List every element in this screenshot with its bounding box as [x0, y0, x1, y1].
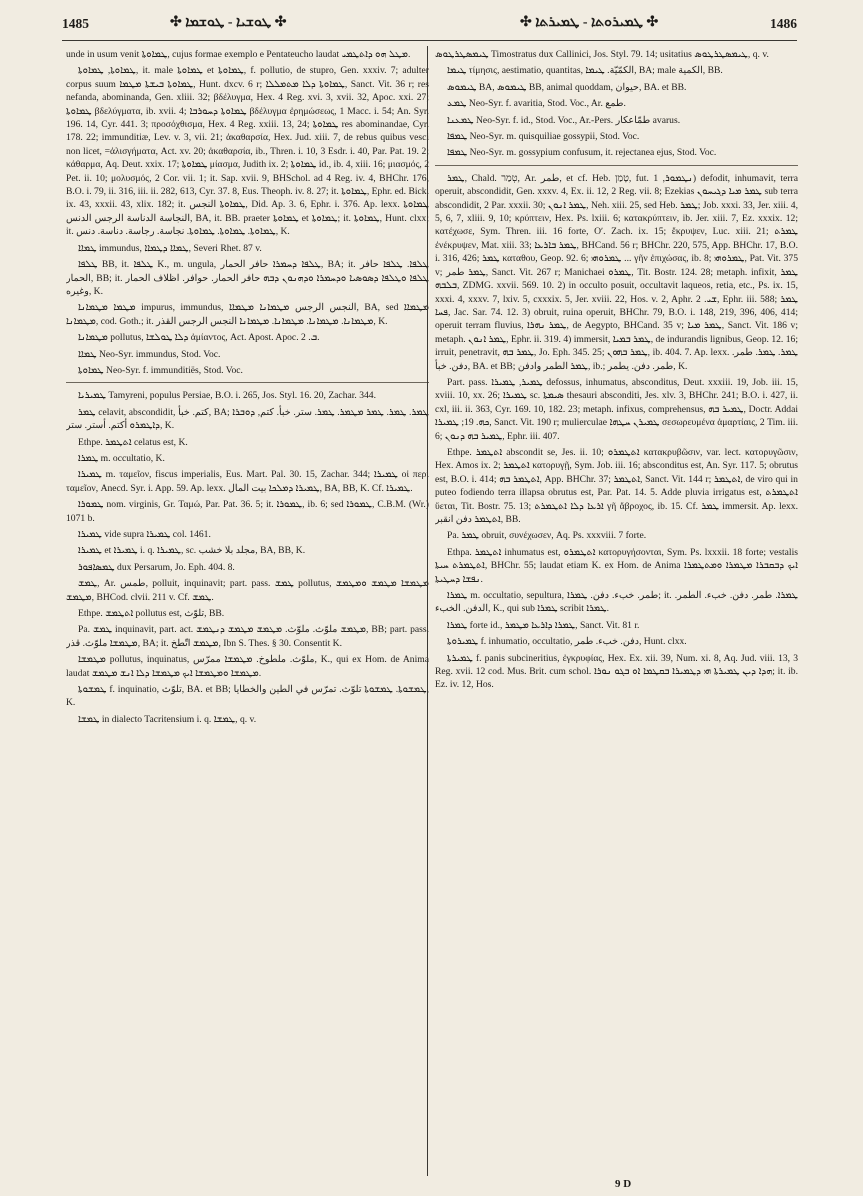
- dictionary-entry: ܛܡܝܪܘܬܐ f. inhumatio, occultatio, ‮دفن. خبء. طمر‬, Hunt. clxx.: [447, 636, 687, 648]
- dictionary-entry: ܛܡܝܪܝܐ Tamyreni, populus Persiae, B.O. i. 265, Jos. Styl. 16. 20, Zachar. 344.: [78, 390, 376, 402]
- entry-separator: [66, 382, 429, 383]
- dictionary-entry: ܛܡܥ Neo-Syr. f. avaritia, Stod. Voc., Ar. ‮طمع‬.: [447, 98, 626, 110]
- dictionary-entry: ܡܛܡܐ ܡܛܡܐܢܐ impurus, immundus, ‮النجس الرجس‬ ܡܛܡܐܢܐ ܡܛܡܐܐ, BA, sed ܡܛܡܐܐ ܡܛܡܐܢܐ, cod. Goth.; it. ܡܛܡܐܢܐ. ܡܛܡܐܢܐ. ܡܛܡܐܢܐ. ܡܛܡܐܢܐ ‮النجس الرجس‬ ‮القذر‬, K.: [66, 302, 429, 327]
- dictionary-entry: ܛܡܪܐ m. occultatio, K.: [78, 452, 165, 464]
- dictionary-entry: ܛܡܝܪܐ et ܛܡܝܪܐ i. q. ܛܡܝܪܐ, sc. ‮مجلد بلا خشب‬, BA, BB, K.: [78, 545, 306, 557]
- dictionary-entry: Pa. ܛܡܪ obruit, συνέχωσεν, Aq. Ps. xxxviii. 7 forte.: [447, 530, 647, 542]
- dictionary-entry: ܛܡܪ, Chald. טְמַר, Ar. ‮طمر‬, et cf. Heb. טָמַן, fut. ܢܛܡܘܪ, 1) defodit, inhumavit, terra operuit, abscondidit, Gen. xxxv. 4, Ex. ii. 12, 2 Reg. vii. 8; Ezekias ܛܡܪ ܡܝܐ ܕܓܝܚܘܢ sub terra abscondidit, 2 Par. xxxii. 30; ܛܡܪ ܐܢܘܢ, Neh. xiii. 25, sed Heb. ܛܡܪ; Job. xxxi. 33, Jer. xiii. 4, 5, 6, 7, xliii. 9, 10; κρύπτειν, Hex. Ps. lxiii. 6; κατακρύπτειν, ib. Jer. xiii. 7, Ez. xxxix. 12; κατέχωσε, Sym. Thren. iii. 16 forte, Oʹ. Zach. ix. 15; ἔκρυψεν, Luc. xiii. 21; ܛܡܪܬ ἐνέκρυψεν, Mat. xiii. 33; ܛܡܪ ܒܐܪܥܐ, BHCand. 56 r; BHChr. 220, 575, App. BHChr. 17, B.O. i. 316, 426; ܛܡܪ καταθου, Geop. 92. 6; ܛܡܪܘܗܝ ... γῆν ἐπιχώσας, ib. 8; ܛܡܪܘܗܝ, Pat. Vit. 375 v; ܛܡܪ ‮طمر‬, Sanct. Vit. 267 r; Manichaei ܛܡܪܘ, Tit. Bostr. 124. 28; metaph. infixit, ܛܡܪ ܒܠܒܗ, ZDMG. xxvii. 569. 10. 2) in occulto posuit, occultavit laqueos, retia, etc., Ps. ix. 15, xxxi. 4, xxxv. 7, lxiv. 5, cxxxix. 5, Jer. xviii. 22, Hos. v. 2, Aphr. ܫܝ. 2, Ephr. iii. 588; ܛܡܪ ܦܚܐ, Jac. Sar. 74. 12. 3) obruit, ruina operuit, BHChr. 79, B.O. i. 148, 219, 396, 406, 414; operuit terram fluvius, ܛܡܪ ܢܗܪܐ, de Aegypto, BHCand. 35 v; ܛܡܪ ܡܝܐ, Sanct. Vit. 186 v; metaph. ܛܡܪ ܐܢܘܢ, Ephr. ii. 319. 4) immersit, ܛܡܪ ܒܡܝܐ, de indurandis lignibus, Geop. 12. 16; irruit, penetravit, ܛܡܪ ܒܗ, Jo. Eph. 345. 25; ܛܡܪ ܒܗܘܢ, ib. 404. 7. Ap. lexx. ܛܡܪ. ܛܡܪ. ‮طمر. دفن. خبأ‬, BA. et BB; ܛܡܪ ‮الطمر وادفن‬, ib.; ‮طمر. دفن. يطمر‬, K.: [435, 172, 798, 372]
- dictionary-entry: ܡܛܡܫܐ pollutus, inquinatus, ‮ملوّث. ملطوخ‬. ܡܛܡܫܐ ‮ممرّس‬, K., qui ex Hom. de Anima laudat ܡܛܡܫܐ ܘܡܛܡܫܐ ܐܝܟ ܡܛܡܫܐ ܕܠܐ ܐܢܫ ܡܛܡܫ.: [66, 654, 429, 679]
- running-head-right: ✣ ܛܡܝܪܘܬܐ - ܛܡܝܪܬܐ ✣: [520, 15, 659, 30]
- dictionary-entry: Ethpe. ܐܬܛܡܪ abscondit se, Jes. ii. 10; ܐܬܛܡܪܘ κατακρυβῶσιν, var. lect. κατορυγῶσιν, Hex. Amos ix. 2; ܐܬܛܡܪ κατορυγῇ, Sym. Job. iii. 16; absconditus est, An. Syr. 117. 5; obrutus est, B.O. i. 414; ܐܬܛܡܪ ܒܗ, App. BHChr. 37; ܐܬܛܡܪ, Sanct. Vit. 144 r; ܐܬܛܡܪ, de viro qui in puteo fodiendo terra illapsa obrutus est, Par. Pat. 14. 5. Adde pluvia irrigatus est, ܐܬܛܡܪܬ ὕεται, Tit. Bostr. 75. 13; ܐܪܥܐ ܕܠܐ ܐܬܛܡܪܬ γῆ ἄβροχος, ib. 15. Cf. ܛܡܪ immersit. Ap. lexx. ܐܬܛܡܪ ‮دفن انقبر‬, BB.: [435, 446, 798, 525]
- signature-mark: 9 D: [615, 1178, 632, 1190]
- dictionary-entry: ܛܡܥܢܐ Neo-Syr. f. id., Stod. Voc., Ar.-Pers. ‮طمّاعكار‬ avarus.: [447, 114, 681, 126]
- dictionary-entry: ܛܠܦܐ BB, it. ܛܠܦܐ K., m. ungula, ܛܠܦܐ ܕܚܡܪܐ ‮حافر الحمار‬, BA; it. ܛܠܦܐ. ܛܠܦܐ ‮حافر الحمار‬, BB; it. ܛܠܦܐ ܘܛܠܦܐ ܕܣܘܣܝܐ ܘܕܚܡܪܐ ܘܕܗܢܘܢ ܕܒܗ ‮حافر الحمار‬. ‮حوافر. اظلاف الحمار وغيره‬, K.: [66, 259, 429, 297]
- page-header: [62, 14, 797, 38]
- dictionary-entry: Pa. ܛܡܫ inquinavit, part. act. ܡܛܡܫ ‮ملوّث‬. ‮ملوّث‬. ܡܛܡܫ ܡܛܡܫ ܕܢܛܡܫ, BB; part. pass. ܡܛܡܫܐ ‮ملوّث. قذر‬, BA; it. ܡܛܡܫ ‮اتّطخ‬, Ibn S. Thes. § 30. Consentit K.: [66, 624, 429, 649]
- dictionary-entry: Ethpa. ܐܬܛܡܪ inhumatus est, ܐܬܛܡܪܘ κατορυγήσονται, Sym. Ps. lxxxii. 18 forte; vestalis ܐܬܛܡܪܬ ܚܝܬܐ, BHChr. 55; laudat etiam K. ex Hom. de Anima ܐܝܟ ܕܒܩܒܪܐ ܡܛܡܪܐ ܘܡܬܛܡܪܐ ܢܦܫܐ ܕܚܛܝܬܐ.: [435, 546, 798, 585]
- dictionary-entry: ܛܡܝܪܬܐ f. panis subcineritius, ἐγκρυφίας, Hex. Ex. xii. 39, Num. xi. 8, Aq. Jud. viii. 13, 3 Reg. xvii. 12 cod. Mus. Brit. cum schol. ܗܕܐ ܕܝܢ ܛܡܝܪܬܐ ܗܝ ܕܛܡܝܪܐ ܒܩܛܡܐ ܐܘ ܒܓܘ ܢܘܪܐ; it. ib. Ez. iv. 12, Hos.: [435, 652, 798, 691]
- header-rule: [62, 40, 797, 41]
- dictionary-entry: ܛܡܫ, Ar. ‮طمس‬, polluit, inquinavit; part. pass. ܛܡܫ pollutus, ܡܛܡܫܐ ܡܛܡܫ ܘܡܛܡܫ ܡܛܡܫ, BHCod. clvii. 211 v. Cf. ܛܡܫ.: [66, 578, 429, 603]
- dictionary-entry: ܛܡܪܐ m. occultatio, sepultura, ‮طمر. خبء. دفن‬. ܛܡܪܐ; it. ܛܡܪܐ. ‮طمر. دفن. خبء. الطمر. الدفن. الخبء‬, K., qui sub ܛܡܪܐ scribit ܛܡܪܐ.: [435, 590, 798, 615]
- column-divider: [427, 46, 428, 1176]
- dictionary-entry: ܛܡܫܘܬܐ f. inquinatio, ‮تلوّث‬, BA. et BB; ܛܡܫܘܬܐ. ܛܡܫܘܬܐ ‮تلوّث. تمرّس في الطين والخطايا‬, K.: [66, 684, 429, 709]
- dictionary-entry: Ethpe. ܐܬܛܡܫ pollutus est, ‮تلوّث‬, BB.: [78, 608, 225, 620]
- dictionary-entry: ܛܡܪ celavit, abscondidit, ‮كتم. خبأ‬, BA; ܛܡܪ. ܛܡܪ. ܛܡܪ ܡܛܡܪ. ܛܡܪ. ‮ستر. خبأ. كتم‬, ܕܘܒܪܐ ܕܐܛܡܪܘ ‮أكتم. أستر. ستر‬, K.: [66, 406, 429, 432]
- dictionary-entry: ܛܡܫܐ in dialecto Tacritensium i. q. ܛܡܫܐ, q. v.: [78, 713, 257, 725]
- running-head-left: ✣ ܛܘܫܝܐ - ܛܘܫܡܐ ✣: [170, 15, 287, 30]
- dictionary-entry: ܛܡܦܐ Neo-Syr. m. gossypium confusum, it. rejectanea ejus, Stod. Voc.: [447, 147, 717, 159]
- dictionary-entry: ܛܡܐܘܬܐ, ܛܡܐܘܬܐ, it. male ܛܡܐܘܬܐ et ܛܡܐܘܬܐ, f. pollutio, de stupro, Gen. xxxiv. 7; adulter corpus suum ܛܡܐܘܬܐ ܒܝܫܬܐ ܡܛܡܐ, Hunt. dxcv. 6 r; ܛܡܐܘܬܐ ܕܠܐ ܡܬܡܠܠܐ, Sanct. Vit. 36 r; res nefanda, abominanda, Gen. xliii. 32; βδέλυγμα, Hex. 4 Reg. xvi. 3, xvii. 32, Apoc. xxi. 27; ܛܡܐܘܬܐ βδελύγματα, ib. xvii. 4; ܛܡܐܘܬܐ ܕܚܘܪܒܐ βδέλυγμα ἐρημώσεως, 1 Macc. i. 54; An. Syr. 196. 14, Cyr. 441. 3; προσόχθισμα, Hex. 4 Reg. xxiii. 13, 24; ܛܡܐܘܬܐ res abominandae, Cyr. 178. 22; immunditiæ, Lev. v. 3, vii. 21; ἀκαθαρσία, Hex. Jud. xiii. 7, de rebus quibus vesci non licet, =ἀλισγήματα, Act. xv. 20; ἀκαθαρσία, ib., Thren. i. 10, 3 Esdr. i. 40, Par. Pat. 19. 2; κάθαρμα, Aq. Deut. xxix. 17; ܛܡܐܘܬܐ μίασμα, Judith ix. 2; ܛܡܐܘܬܐ id., ib. 4, xiii. 16; μιασμός, 2 Pet. ii. 10; μολυσμός, 2 Cor. vii. 1; it. Sap. xvii. 9, BHSchol. ad 4 Reg. iv. 4, BHChr. 176, B.O. i. 79, ii. 316, iii. ii. 282, 613, Cyr. 37. 8, Eus. Theoph. iv. 8. 27; it. ܛܡܐܘܬܐ, Ephr. ed. Bick. ix. 43, xxxii. 43, xlix. 182; it. ܛܡܐܘܬܐ ‮النجس‬, Did. Ap. 3. 6, Ephr. i. 376. Ap. lexx. ܛܡܐܘܬܐ ‮النجاسة الدناسة‬ ‮الرجس الدنس‬, BA, it. BB. praeter ܛܡܐܘܬܐ et ܛܡܐܘܬܐ; it. ܛܡܐܘܬܐ, Hunt. clxx; it. ܛܡܐܘܬܐ. ܛܡܐܘܬܐ. ܛܡܐܘܬܐ. ‮نجاسة. رجاسة. دناسة. دنس‬, K.: [66, 65, 429, 238]
- right-column: [435, 48, 798, 1178]
- dictionary-entry: ܛܝܡܐ τίμησις, aestimatio, quantitas, ‮الكمّيّة‬. ܛܝܡܐ, BA; male ‮الكمية‬, BB.: [447, 65, 723, 77]
- page-number-right: 1486: [770, 16, 797, 31]
- dictionary-entry: ܛܡܐܐ immundus, ܛܡܐܐ ܕܛܡܐܐ, Severi Rhet. 87 v.: [78, 242, 262, 254]
- left-column: [66, 48, 429, 1178]
- dictionary-entry: ܛܡܝܪܐ vide supra ܛܡܝܪܐ col. 1461.: [78, 529, 211, 540]
- dictionary-entry: ܛܝܡܘܣ BA, ܛܝܡܘܣ BB, animal quoddam, ‮حيوان‬, BA. et BB.: [447, 81, 687, 93]
- dictionary-entry: ܛܡܐܐ Neo-Syr. immundus, Stod. Voc.: [78, 348, 221, 360]
- dictionary-entry: ܛܡܐܘܬܐ Neo-Syr. f. immunditiës, Stod. Voc.: [78, 364, 243, 376]
- page-number-left: 1485: [62, 16, 89, 31]
- dictionary-entry: ܛܡܦܐ Neo-Syr. m. quisquiliae gossypii, Stod. Voc.: [447, 131, 640, 143]
- dictionary-entry: Ethpe. ܐܬܛܡܪ celatus est, K.: [78, 436, 188, 448]
- dictionary-entry: ܛܡܝܪܐ m. ταμεῖον, fiscus imperialis, Eus. Mart. Pal. 30. 15, Zachar. 344; ܛܡܝܪܐ οἱ περὶ ταμεῖον, Anecd. Syr. i. App. 59. Ap. lexx. ܛܡܝܪܐ ܕܡܠܟܐ ‮بيت المال‬, BA, BB, K. Cf. ܛܡܝܪܐ.: [66, 469, 429, 494]
- dictionary-entry: ܛܝܡܣܛܪܛܘܣ Timostratus dux Callinici, Jos. Styl. 79. 14; usitatius ܛܝܡܣܛܪܛܘܣ, q. v.: [435, 49, 769, 60]
- dictionary-entry: ܛܡܣܐܦܘܪ dux Persarum, Jo. Eph. 404. 8.: [78, 561, 235, 573]
- dictionary-entry: ܛܡܘܪܐ nom. virginis, Gr. Ταμώ, Par. Pat. 36. 5; it. ܛܡܘܪܐ, ib. 6; sed ܛܡܘܪܐ, C.B.M. (Wr.) 1071 b.: [66, 499, 429, 524]
- dictionary-entry: ܡܛܡܐܢܐ pollutus, ܕܠܐ ܛܘܠܫܐ ἀμίαντος, Act. Apost. Apoc. ܒ. 2.: [78, 332, 320, 344]
- dictionary-entry: unde in usum venit ܛܡܐܘܬܐ, cujus formae exemplo e Pentateucho laudat ܡܛܠ ܗܘ ܕܐܬܛܡܝ.: [66, 49, 411, 60]
- dictionary-entry: ܛܡܪܐ forte id., ܛܡܪܐ ܕܐܪܥܐ ܡܛܡܪ, Sanct. Vit. 81 r.: [447, 619, 640, 631]
- entry-separator: [435, 165, 798, 166]
- dictionary-entry: Part. pass. ܛܡܝܪ, ܛܡܝܪܐ defossus, inhumatus, absconditus, Deut. xxxiii. 19, Job. iii. 15, xviii. 10, xx. 26; ܛܡܝܪܐ sc. ܣܝܡܬܐ thesauri absconditi, Jes. xlv. 3, BHChr. 241; B.O. i. 427, ii. cxl, iii. ii. 363, Cyr. 169. 10, 182. 23; metaph. infixus, comprehensus, ܛܡܝܪ ܒܗ, Doctr. Addai ܟܗ. 19; ܛܡܝܪܐ, Sanct. Vit. 190 r; mulierculae ܛܡܝܪܢ ܚܛܗܐ σεσωρευμένα ἁμαρτίαις, 2 Tim. iii. 6; ܛܡܝܪ ܒܗ ܕܢܘܢ, Ephr. iii. 407.: [435, 376, 798, 442]
